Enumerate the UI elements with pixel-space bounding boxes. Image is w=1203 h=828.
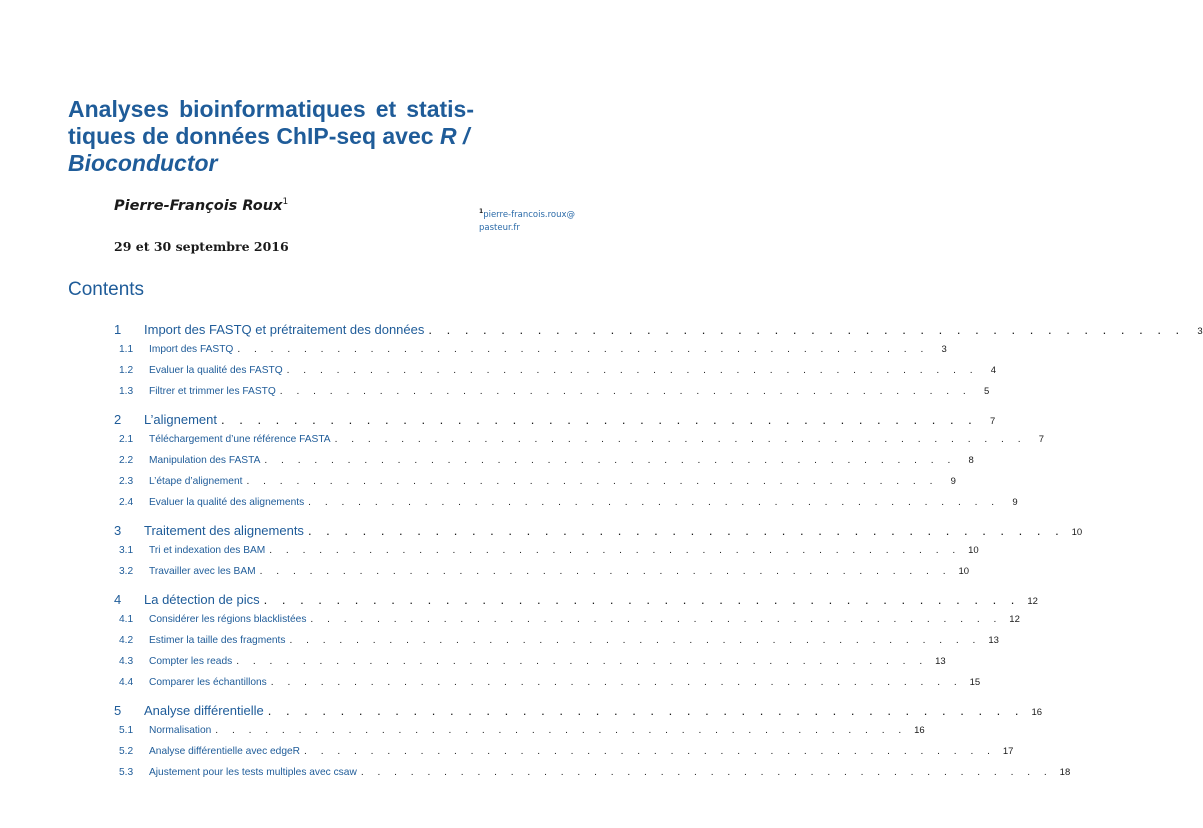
toc-number: 1.2: [119, 365, 134, 376]
toc-label[interactable]: Téléchargement d’une référence FASTA: [149, 434, 331, 445]
toc-label[interactable]: Analyse différentielle: [144, 703, 264, 718]
toc-subsection-entry[interactable]: [114, 545, 979, 566]
toc-page-number[interactable]: 16: [1031, 707, 1043, 718]
toc-label[interactable]: Estimer la taille des fragments: [149, 635, 286, 646]
toc-section: [114, 322, 1203, 407]
toc-number: 5.2: [119, 746, 134, 757]
footnote-email-line-1[interactable]: pierre-francois.roux@: [483, 209, 575, 220]
toc-number: 4.3: [119, 656, 134, 667]
toc-number: 4.4: [119, 677, 134, 688]
toc-subsection-entry[interactable]: [114, 386, 990, 407]
toc-number: 2.3: [119, 476, 134, 487]
title-line-2-text: tiques de données ChIP-seq avec: [68, 123, 434, 149]
author-name: Pierre-François Roux: [114, 197, 283, 214]
title-line-1: Analyses bioinformatiques et statis-: [68, 96, 474, 122]
toc-number: 5.1: [119, 725, 134, 736]
toc-section: [114, 523, 1083, 587]
toc-section-entry[interactable]: [114, 322, 1203, 344]
author-footnote: [479, 205, 589, 235]
toc-page-number[interactable]: 18: [1059, 767, 1071, 778]
toc-number: 3.2: [119, 566, 134, 577]
toc-page-number[interactable]: 12: [1027, 596, 1038, 607]
toc-leader-dots: . . . . . . . . . . . . . . . . . . . . . . . . . . . . . . . . . . . . . . . . . .: [263, 592, 1020, 607]
toc-label[interactable]: Traitement des alignements: [144, 523, 304, 538]
toc-page-number[interactable]: 13: [935, 656, 946, 667]
toc-section-entry[interactable]: [114, 592, 1038, 614]
title-line-2: [68, 123, 469, 149]
document-date: 29 et 30 septembre 2016: [114, 239, 289, 254]
toc-subsection-entry[interactable]: [114, 677, 981, 698]
toc-leader-dots: . . . . . . . . . . . . . . . . . . . . . . . . . . . . . . . . . . . . . . . . . .: [289, 635, 981, 646]
toc-number: 4: [114, 592, 122, 607]
toc-leader-dots: . . . . . . . . . . . . . . . . . . . . . . . . . . . . . . . . . . . . . . . . . .: [428, 322, 1185, 337]
toc-subsection-entry[interactable]: [114, 434, 1045, 455]
toc-number: 1.1: [119, 344, 134, 355]
toc-subsection-entry[interactable]: [114, 614, 1020, 635]
toc-subsection-entry[interactable]: [114, 497, 1018, 518]
toc-leader-dots: . . . . . . . . . . . . . . . . . . . . . . . . . . . . . . . . . . . . . . . . . .: [270, 677, 963, 688]
toc-label[interactable]: Manipulation des FASTA: [149, 455, 261, 466]
toc-subsection-entry[interactable]: [114, 566, 970, 587]
toc-label[interactable]: L’étape d’alignement: [149, 476, 243, 487]
author-footnote-marker: 1: [282, 197, 289, 207]
toc-page-number[interactable]: 9: [950, 476, 956, 487]
toc-subsection-entry[interactable]: [114, 344, 947, 365]
toc-label[interactable]: Tri et indexation des BAM: [149, 545, 266, 556]
toc-leader-dots: . . . . . . . . . . . . . . . . . . . . . . . . . . . . . . . . . . . . . . . . . .: [304, 746, 996, 757]
toc-leader-dots: . . . . . . . . . . . . . . . . . . . . . . . . . . . . . . . . . . . . . . . . . .: [267, 703, 1025, 718]
toc-label[interactable]: Import des FASTQ et prétraitement des données: [144, 322, 425, 337]
toc-subsection-entry[interactable]: [114, 656, 946, 677]
toc-leader-dots: . . . . . . . . . . . . . . . . . . . . . . . . . . . . . . . . . . . . . . . . . .: [307, 523, 1065, 538]
toc-label[interactable]: L’alignement: [144, 412, 217, 427]
toc-leader-dots: . . . . . . . . . . . . . . . . . . . . . . . . . . . . . . . . . . . . . . . . . .: [246, 476, 938, 487]
toc-page-number[interactable]: 3: [941, 344, 947, 355]
toc-subsection-entry[interactable]: [114, 455, 974, 476]
title-r-italic: R /: [439, 123, 470, 149]
toc-number: 5.3: [119, 767, 134, 778]
toc-number: 4.2: [119, 635, 134, 646]
toc-page-number[interactable]: 8: [968, 455, 974, 466]
footnote-email-line-2[interactable]: pasteur.fr: [479, 222, 520, 233]
toc-number: 4.1: [119, 614, 134, 625]
title-line-3: Bioconductor: [68, 150, 218, 176]
toc-subsection-entry[interactable]: [114, 635, 999, 656]
toc-label[interactable]: Import des FASTQ: [149, 344, 234, 355]
toc-page-number[interactable]: 10: [958, 566, 970, 577]
toc-label[interactable]: Evaluer la qualité des alignements: [149, 497, 305, 508]
toc-leader-dots: . . . . . . . . . . . . . . . . . . . . . . . . . . . . . . . . . . . . . . . . . .: [237, 344, 929, 355]
toc-label[interactable]: Normalisation: [149, 725, 212, 736]
toc-leader-dots: . . . . . . . . . . . . . . . . . . . . . . . . . . . . . . . . . . . . . . . . . .: [286, 365, 979, 376]
toc-subsection-entry[interactable]: [114, 365, 997, 386]
toc-page-number[interactable]: 13: [988, 635, 999, 646]
toc-leader-dots: . . . . . . . . . . . . . . . . . . . . . . . . . . . . . . . . . . . . . . . . . .: [279, 386, 972, 397]
toc-label[interactable]: Evaluer la qualité des FASTQ: [149, 365, 283, 376]
toc-page-number[interactable]: 7: [1038, 434, 1045, 445]
toc-number: 2.4: [119, 497, 134, 508]
toc-section-entry[interactable]: [114, 523, 1083, 545]
toc-label[interactable]: La détection de pics: [144, 592, 260, 607]
toc-leader-dots: . . . . . . . . . . . . . . . . . . . . . . . . . . . . . . . . . . . . . . . . . .: [310, 614, 1002, 625]
toc-leader-dots: . . . . . . . . . . . . . . . . . . . . . . . . . . . . . . . . . . . . . . . . . .: [269, 545, 961, 556]
toc-label[interactable]: Comparer les échantillons: [149, 677, 267, 688]
toc-leader-dots: . . . . . . . . . . . . . . . . . . . . . . . . . . . . . . . . . . . . . . . . . .: [360, 767, 1053, 778]
toc-page-number[interactable]: 9: [1012, 497, 1018, 508]
toc-label[interactable]: Filtrer et trimmer les FASTQ: [149, 386, 276, 397]
toc-section-entry[interactable]: [114, 703, 1043, 725]
toc-leader-dots: . . . . . . . . . . . . . . . . . . . . . . . . . . . . . . . . . . . . . . . . . .: [215, 725, 907, 736]
toc-number: 2.1: [119, 434, 134, 445]
footnote-marker: 1: [479, 208, 484, 215]
contents-heading: Contents: [68, 279, 145, 300]
toc-page-number[interactable]: 5: [983, 386, 990, 397]
toc-label[interactable]: Compter les reads: [149, 656, 233, 667]
author: [114, 197, 288, 214]
toc-label[interactable]: Considérer les régions blacklistées: [149, 614, 307, 625]
toc-section: [114, 412, 1045, 518]
toc-page-number[interactable]: 12: [1009, 614, 1020, 625]
toc-page-number[interactable]: 17: [1002, 746, 1014, 757]
toc-leader-dots: . . . . . . . . . . . . . . . . . . . . . . . . . . . . . . . . . . . . . . . . . .: [221, 412, 978, 427]
toc-number: 2.2: [119, 455, 134, 466]
toc-number: 1: [114, 322, 122, 337]
toc-subsection-entry[interactable]: [114, 476, 956, 497]
toc-number: 5: [114, 703, 122, 718]
toc-subsection-entry[interactable]: [114, 767, 1071, 788]
toc-subsection-entry[interactable]: [114, 746, 1014, 767]
toc-number: 2: [114, 412, 122, 427]
toc-section: [114, 592, 1038, 698]
toc-label[interactable]: Analyse différentielle avec edgeR: [149, 746, 301, 757]
toc-section: [114, 703, 1071, 788]
toc-section-entry[interactable]: [114, 412, 996, 434]
toc-page-number[interactable]: 16: [914, 725, 925, 736]
toc-label[interactable]: Ajustement pour les tests multiples avec csaw: [149, 767, 357, 778]
toc-number: 3: [114, 523, 122, 538]
toc-leader-dots: . . . . . . . . . . . . . . . . . . . . . . . . . . . . . . . . . . . . . . . . . .: [308, 497, 1000, 508]
toc-page-number[interactable]: 10: [968, 545, 979, 556]
document-title: [68, 96, 474, 177]
toc-subsection-entry[interactable]: [114, 725, 925, 746]
toc-number: 3.1: [119, 545, 134, 556]
table-of-contents: [114, 322, 1203, 793]
toc-page-number[interactable]: 15: [969, 677, 981, 688]
toc-number: 1.3: [119, 386, 134, 397]
toc-page-number[interactable]: 10: [1071, 527, 1083, 538]
toc-leader-dots: . . . . . . . . . . . . . . . . . . . . . . . . . . . . . . . . . . . . . . . . . .: [334, 434, 1027, 445]
toc-leader-dots: . . . . . . . . . . . . . . . . . . . . . . . . . . . . . . . . . . . . . . . . . .: [236, 656, 928, 667]
toc-label[interactable]: Travailler avec les BAM: [149, 566, 256, 577]
toc-page-number[interactable]: 4: [990, 365, 997, 376]
toc-page-number[interactable]: 7: [989, 416, 996, 427]
toc-leader-dots: . . . . . . . . . . . . . . . . . . . . . . . . . . . . . . . . . . . . . . . . . .: [259, 566, 952, 577]
toc-leader-dots: . . . . . . . . . . . . . . . . . . . . . . . . . . . . . . . . . . . . . . . . . .: [264, 455, 956, 466]
toc-page-number[interactable]: 3: [1197, 326, 1203, 337]
